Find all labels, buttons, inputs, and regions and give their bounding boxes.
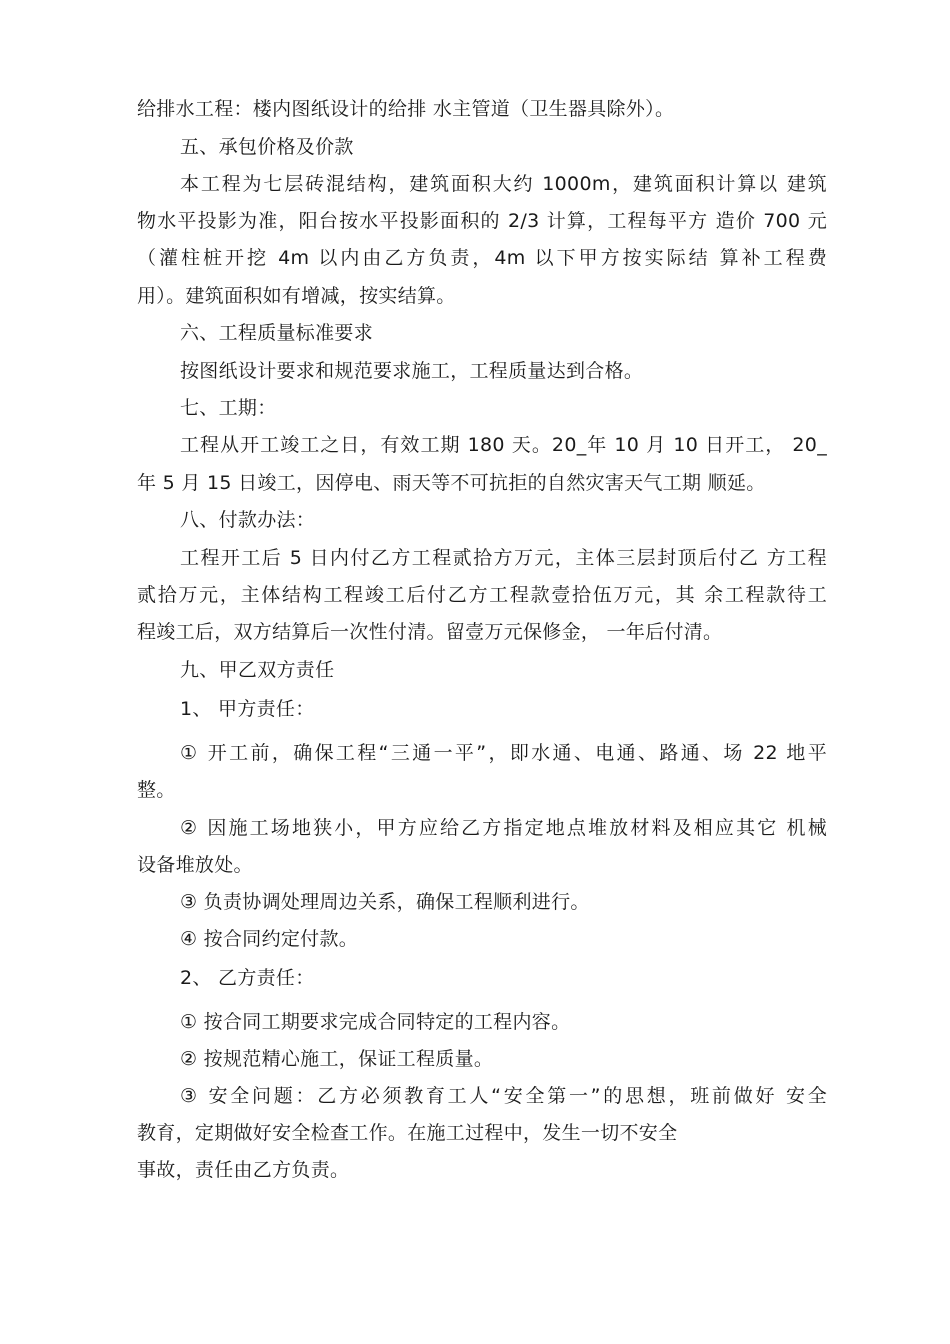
paragraph-payment-line: 贰拾万元，主体结构工程竣工后付乙方工程款壹拾伍万元，其 余工程款待工 — [137, 584, 827, 606]
heading-schedule: 七、工期： — [180, 397, 277, 419]
paragraph-schedule-line: 年 5 月 15 日竣工，因停电、雨天等不可抗拒的自然灾害天气工期 顺延。 — [137, 472, 766, 494]
heading-responsibilities: 九、甲乙双方责任 — [180, 659, 335, 681]
paragraph-payment-line: 工程开工后 5 日内付乙方工程贰拾方万元，主体三层封顶后付乙 方工程 — [180, 547, 827, 569]
paragraph-quality: 按图纸设计要求和规范要求施工，工程质量达到合格。 — [180, 360, 644, 382]
paragraph-payment-line: 程竣工后，双方结算后一次性付清。留壹万元保修金， 一年后付清。 — [137, 621, 723, 643]
party-a-item-4: ④ 按合同约定付款。 — [180, 928, 359, 950]
party-b-item-3: ③ 安全问题：乙方必须教育工人“安全第一”的思想，班前做好 安全 — [180, 1085, 827, 1107]
party-a-item-2: ② 因施工场地狭小，甲方应给乙方指定地点堆放材料及相应其它 机械 — [180, 817, 827, 839]
heading-quality: 六、工程质量标准要求 — [180, 322, 374, 344]
party-b-item-1: ① 按合同工期要求完成合同特定的工程内容。 — [180, 1011, 571, 1033]
heading-price: 五、承包价格及价款 — [180, 136, 354, 158]
party-b-item-3-cont: 教育，定期做好安全检查工作。在施工过程中，发生一切不安全 — [137, 1122, 678, 1144]
party-b-item-3-cont: 事故，责任由乙方负责。 — [137, 1159, 350, 1181]
party-a-item-1-cont: 整。 — [137, 779, 176, 801]
paragraph-price-line: 物水平投影为准，阳台按水平投影面积的 2/3 计算，工程每平方 造价 700 元 — [137, 210, 827, 232]
paragraph-price-line: 本工程为七层砖混结构，建筑面积大约 1000m，建筑面积计算以 建筑 — [180, 173, 827, 195]
paragraph-schedule-line: 工程从开工竣工之日，有效工期 180 天。20_年 10 月 10 日开工， 20_ — [180, 434, 827, 456]
party-b-item-2: ② 按规范精心施工，保证工程质量。 — [180, 1048, 494, 1070]
heading-payment: 八、付款办法： — [180, 509, 316, 531]
paragraph-price-line: （灌柱桩开挖 4m 以内由乙方负责，4m 以下甲方按实际结 算补工程费 — [137, 247, 827, 269]
heading-party-b: 2、 乙方责任： — [180, 967, 315, 989]
paragraph-price-line: 用）。建筑面积如有增减，按实结算。 — [137, 285, 456, 307]
heading-party-a: 1、 甲方责任： — [180, 698, 315, 720]
party-a-item-1: ① 开工前，确保工程“三通一平”，即水通、电通、路通、场 22 地平 — [180, 742, 827, 764]
party-a-item-2-cont: 设备堆放处。 — [137, 854, 253, 876]
party-a-item-3: ③ 负责协调处理周边关系，确保工程顺利进行。 — [180, 891, 590, 913]
paragraph-drainage: 给排水工程：楼内图纸设计的给排 水主管道（卫生器具除外）。 — [137, 98, 675, 120]
